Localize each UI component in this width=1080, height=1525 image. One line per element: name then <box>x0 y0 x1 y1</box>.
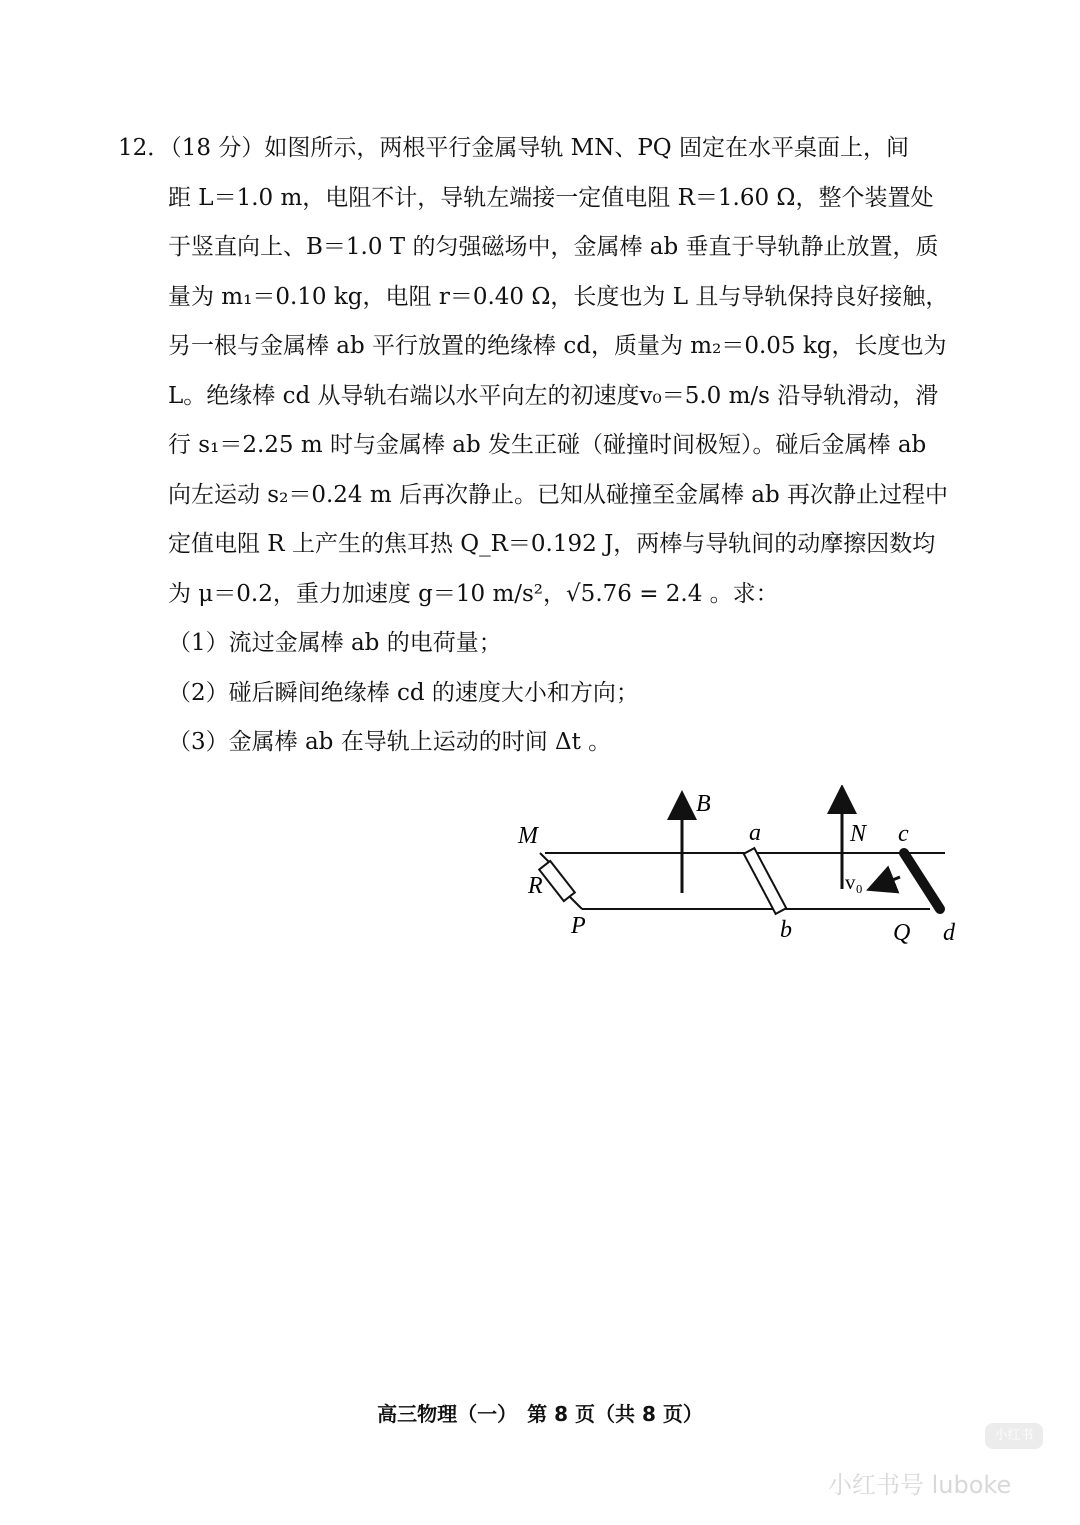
label-a: a <box>749 820 761 846</box>
problem-line-3: 于竖直向上、B＝1.0 T 的匀强磁场中，金属棒 ab 垂直于导轨静止放置，质 <box>168 234 939 260</box>
label-R: R <box>528 873 543 899</box>
label-Q: Q <box>893 920 911 946</box>
watermark: 小红书号 luboke <box>828 1471 1012 1499</box>
problem-line-8: 向左运动 s₂＝0.24 m 后再次静止。已知从碰撞至金属棒 ab 再次静止过程中 <box>168 481 949 508</box>
problem-line-6: L。绝缘棒 cd 从导轨右端以水平向左的初速度v₀＝5.0 m/s 沿导轨滑动，滑 <box>168 382 939 409</box>
label-d: d <box>943 920 955 946</box>
problem-line-5: 另一根与金属棒 ab 平行放置的绝缘棒 cd，质量为 m₂＝0.05 kg，长度也为 <box>168 333 947 359</box>
problem-line-9: 定值电阻 R 上产生的焦耳热 Q_R＝0.192 J，两棒与导轨间的动摩擦因数均 <box>168 531 936 557</box>
resistor-R <box>539 861 575 901</box>
question-1: （1）流过金属棒 ab 的电荷量； <box>168 630 502 656</box>
watermark-badge: 小红书 <box>985 1423 1043 1449</box>
label-B: B <box>696 791 711 817</box>
page-footer: 高三物理（一） 第 8 页（共 8 页） <box>377 1402 703 1426</box>
rail-diagram-svg <box>500 785 980 965</box>
rail-diagram <box>500 785 980 965</box>
problem-12 <box>118 124 968 768</box>
problem-line-1: 12．（18 分）如图所示，两根平行金属导轨 MN、PQ 固定在水平桌面上，间 <box>118 135 909 161</box>
wire-bottom <box>570 897 582 909</box>
bar-cd <box>904 853 940 909</box>
bar-ab <box>744 848 787 914</box>
label-P: P <box>571 913 586 939</box>
question-3: （3）金属棒 ab 在导轨上运动的时间 Δt 。 <box>168 729 612 755</box>
problem-line-10: 为 μ＝0.2，重力加速度 g＝10 m/s²，√5.76 = 2.4 。求： <box>168 580 779 607</box>
label-c: c <box>898 821 909 847</box>
problem-line-7: 行 s₁＝2.25 m 时与金属棒 ab 发生正碰（碰撞时间极短）。碰后金属棒 ab <box>168 432 927 458</box>
v0-arrow <box>880 877 900 885</box>
label-b: b <box>780 917 792 943</box>
question-2: （2）碰后瞬间绝缘棒 cd 的速度大小和方向； <box>168 679 639 706</box>
label-v0: v₀ <box>845 870 863 894</box>
label-N: N <box>850 821 867 847</box>
label-M: M <box>518 823 538 849</box>
problem-line-4: 量为 m₁＝0.10 kg，电阻 r＝0.40 Ω，长度也为 L 且与导轨保持良好接触， <box>168 283 949 310</box>
problem-line-2: 距 L＝1.0 m，电阻不计，导轨左端接一定值电阻 R＝1.60 Ω，整个装置处 <box>168 184 934 211</box>
